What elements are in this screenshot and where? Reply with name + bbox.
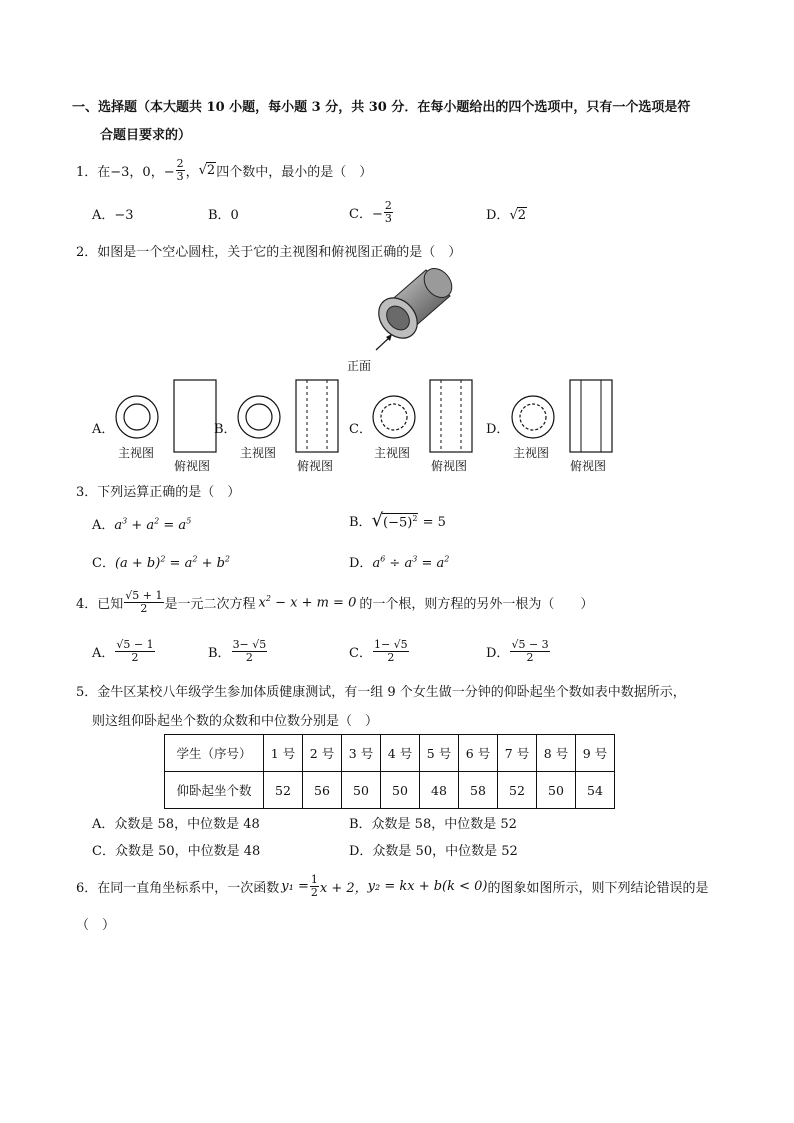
q5-option-a: A．众数是 58，中位数是 48 bbox=[92, 817, 260, 832]
q1-option-b: B．0 bbox=[208, 208, 239, 223]
option-d-views bbox=[512, 380, 612, 452]
q1-option-d: D．√2 bbox=[486, 208, 527, 223]
c-main-view-label: 主视图 bbox=[374, 446, 411, 460]
q3-option-b: B．$√(-5)^2 = 5$ bbox=[349, 510, 446, 531]
q1-prefix: 1．在−3，0，− bbox=[76, 164, 175, 180]
q4-root-fraction: $\frac{√5 + 1}{2}$ bbox=[125, 588, 163, 615]
question-6: 6．在同一直角坐标系中，一次函数 y₁ = $\frac{1}{2}$ x + 2， y₂ = kx + b(k < 0) 的图象如图所示，则下列结论错误的是 bbox=[76, 872, 709, 899]
q1-option-c: C．− $\frac{2}{3}$ bbox=[349, 198, 392, 225]
q4-option-b: B． $\frac{3- √5}{2}$ bbox=[208, 637, 267, 664]
section-title: 一、选择题（本大题共 10 小题，每小题 3 分，共 30 分．在每小题给出的四个选项中，只有一个选项是符 bbox=[72, 100, 691, 115]
option-b-views bbox=[238, 380, 338, 452]
d-top-view-label: 俯视图 bbox=[570, 459, 607, 473]
question-2: 2．如图是一个空心圆柱，关于它的主视图和俯视图正确的是（ ） bbox=[76, 245, 462, 260]
a-top-view-label: 俯视图 bbox=[174, 459, 211, 473]
q2-views-figure bbox=[110, 375, 620, 455]
a-main-view-label: 主视图 bbox=[118, 446, 155, 460]
question-6-cont: （ ） bbox=[76, 918, 116, 933]
b-top-view-label: 俯视图 bbox=[297, 459, 334, 473]
hollow-cylinder-figure bbox=[340, 262, 460, 362]
q1-option-a: A．−3 bbox=[92, 208, 134, 223]
q5-option-b: B．众数是 58，中位数是 52 bbox=[349, 817, 517, 832]
question-5-cont: 则这组仰卧起坐个数的众数和中位数分别是（ ） bbox=[92, 714, 379, 729]
q3-option-c: C．$(a + b)^2 = a^2 + b^2$ bbox=[92, 554, 231, 571]
q3-option-a: A．$a^3 + a^2 = a^5$ bbox=[92, 516, 192, 533]
q5-option-c: C．众数是 50，中位数是 48 bbox=[92, 844, 261, 859]
question-3: 3．下列运算正确的是（ ） bbox=[76, 485, 241, 500]
sqrt-symbol: √ bbox=[198, 162, 207, 178]
q2-option-a-label: A． bbox=[92, 422, 115, 437]
option-a-views bbox=[116, 380, 216, 452]
section-title-cont: 合题目要求的） bbox=[100, 128, 192, 143]
c-top-view-label: 俯视图 bbox=[431, 459, 468, 473]
q1-sqrt-value: 2 bbox=[206, 163, 216, 178]
table-row: 仰卧起坐个数 52 56 50 50 48 58 52 50 54 bbox=[165, 772, 615, 809]
q4-option-c: C． $\frac{1- √5}{2}$ bbox=[349, 637, 408, 664]
q1-fraction: $\frac{2}{3}$ bbox=[176, 156, 184, 183]
q1-suffix: 四个数中，最小的是（ ） bbox=[216, 164, 373, 180]
q3-option-d: D．$a^6 \div a^3 = a^2$ bbox=[349, 554, 450, 571]
table-row: 学生（序号） 1 号 2 号 3 号 4 号 5 号 6 号 7 号 8 号 9 号 bbox=[165, 735, 615, 772]
q2-option-c-label: C． bbox=[349, 422, 372, 437]
d-main-view-label: 主视图 bbox=[513, 446, 550, 460]
q2-option-b-label: B． bbox=[214, 422, 237, 437]
q1-sep: ， bbox=[185, 164, 199, 180]
situp-table bbox=[164, 734, 615, 809]
front-label: 正面 bbox=[347, 359, 372, 373]
question-4: 4．已知 $\frac{√5 + 1}{2}$ 是一元二次方程 $x^2 - x + m = 0$ 的一个根，则方程的另外一根为（ ） bbox=[76, 588, 594, 615]
question-5: 5．金牛区某校八年级学生参加体质健康测试，有一组 9 个女生做一分钟的仰卧起坐个数如表中数据所示， bbox=[76, 685, 686, 700]
b-main-view-label: 主视图 bbox=[240, 446, 277, 460]
q4-option-a: A． $\frac{√5 - 1}{2}$ bbox=[92, 637, 154, 664]
q4-option-d: D． $\frac{√5 - 3}{2}$ bbox=[486, 637, 549, 664]
q2-option-d-label: D． bbox=[486, 422, 510, 437]
q5-option-d: D．众数是 50，中位数是 52 bbox=[349, 844, 518, 859]
question-1 bbox=[76, 153, 372, 187]
option-c-views bbox=[373, 380, 472, 452]
sqrt-symbol: √ bbox=[509, 208, 518, 223]
